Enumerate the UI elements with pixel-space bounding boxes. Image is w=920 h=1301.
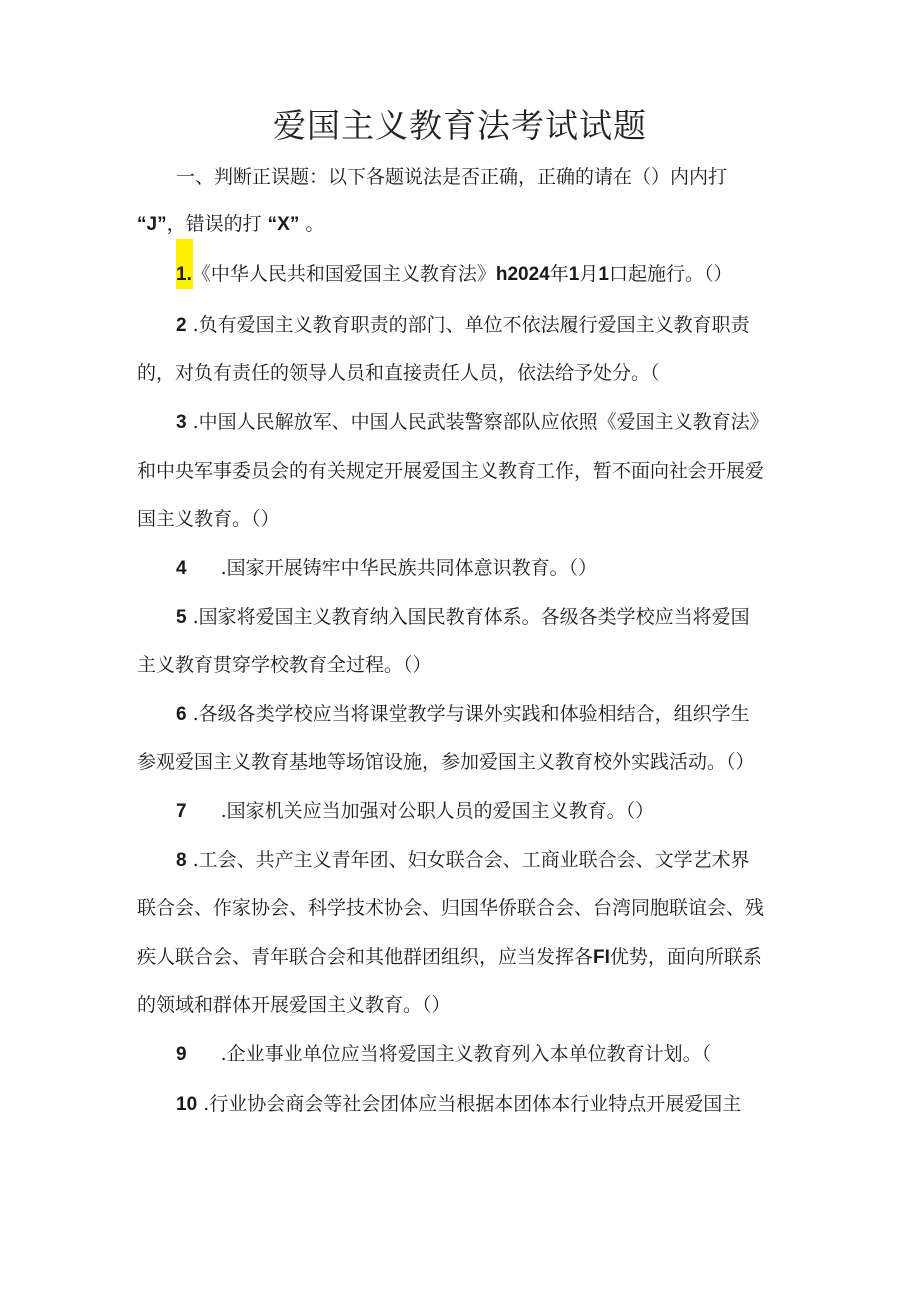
instruction-end: 。 — [305, 213, 325, 235]
question-3-line-2: 和中央军事委员会的有关规定开展爱国主义教育工作，暂不面向社会开展爱 — [137, 460, 765, 482]
question-number: 7 — [176, 801, 187, 822]
question-number: 8 — [176, 850, 187, 871]
question-4 — [176, 556, 597, 581]
question-text: .中国人民解放军、中国人民武装警察部队应依照《爱国主义教育法》 — [192, 411, 769, 433]
question-3-line-3: 国主义教育。（） — [137, 508, 280, 530]
question-6 — [176, 702, 750, 727]
question-text: .负有爱国主义教育职责的部门、单位不依法履行爱国主义教育职责 — [192, 314, 750, 336]
question-date-day: 1 — [598, 264, 609, 285]
question-text: 月 — [579, 263, 599, 285]
question-10 — [176, 1092, 741, 1117]
true-mark: “J” — [137, 214, 167, 235]
question-7 — [176, 799, 654, 824]
question-8-line-2: 联合会、作家协会、科学技术协会、归国华侨联合会、台湾同胞联谊会、残 — [137, 897, 765, 919]
question-number: 1. — [176, 264, 192, 285]
question-text: .国家机关应当加强对公职人员的爱国主义教育。（） — [220, 800, 655, 822]
question-number: 5 — [176, 607, 187, 628]
question-1 — [176, 262, 732, 287]
question-8 — [176, 848, 750, 873]
ocr-artifact-text: FI — [593, 947, 610, 968]
question-text: .国家将爱国主义教育纳入国民教育体系。各级各类学校应当将爱国 — [192, 606, 750, 628]
question-5 — [176, 605, 750, 630]
section-instruction-line-2 — [137, 212, 324, 237]
false-mark: “X” — [267, 214, 300, 235]
question-text: .国家开展铸牢中华民族共同体意识教育。（） — [220, 557, 598, 579]
question-5-line-2: 主义教育贯穿学校教育全过程。（） — [137, 654, 432, 676]
question-6-line-2: 参观爱国主义教育基地等场馆设施，参加爱国主义教育校外实践活动。（） — [137, 751, 755, 773]
question-number: 9 — [176, 1044, 187, 1065]
question-date-month: 1 — [568, 264, 580, 285]
question-3 — [176, 410, 769, 435]
question-text: .各级各类学校应当将课堂教学与课外实践和体验相结合，组织学生 — [192, 703, 750, 725]
question-text: .企业事业单位应当将爱国主义教育列入本单位教育计划。（ — [220, 1043, 712, 1065]
question-2-line-2: 的，对负有责任的领导人员和直接责任人员，依法给予处分。（ — [137, 362, 660, 384]
question-text: 疾人联合会、青年联合会和其他群团组织，应当发挥各 — [137, 946, 594, 968]
question-number: 6 — [176, 704, 187, 725]
instruction-text: ，错误的打 — [166, 213, 262, 235]
question-number: 2 — [176, 315, 187, 336]
question-number: 3 — [176, 412, 187, 433]
question-8-line-4: 的领域和群体开展爱国主义教育。（） — [137, 994, 451, 1016]
section-instruction-line-1: 一、判断正误题：以下各题说法是否正确，正确的请在（）内内打 — [176, 166, 728, 188]
question-number: 10 — [176, 1094, 198, 1115]
question-2 — [176, 313, 750, 338]
question-text: 口起施行。（） — [608, 263, 733, 285]
question-text: .行业协会商会等社会团体应当根据本团体本行业特点开展爱国主 — [203, 1093, 742, 1115]
page-title: 爱国主义教育法考试试题 — [273, 106, 647, 145]
question-number: 4 — [176, 558, 187, 579]
question-date-year: h2024 — [495, 264, 550, 285]
question-8-line-3 — [137, 945, 762, 970]
question-text: .工会、共产主义青年团、妇女联合会、工商业联合会、文学艺术界 — [192, 849, 750, 871]
question-text: 《中华人民共和国爱国主义教育法》 — [191, 263, 496, 285]
question-9 — [176, 1042, 711, 1067]
question-text: 年 — [549, 263, 569, 285]
question-text: 优势，面向所联系 — [609, 946, 762, 968]
